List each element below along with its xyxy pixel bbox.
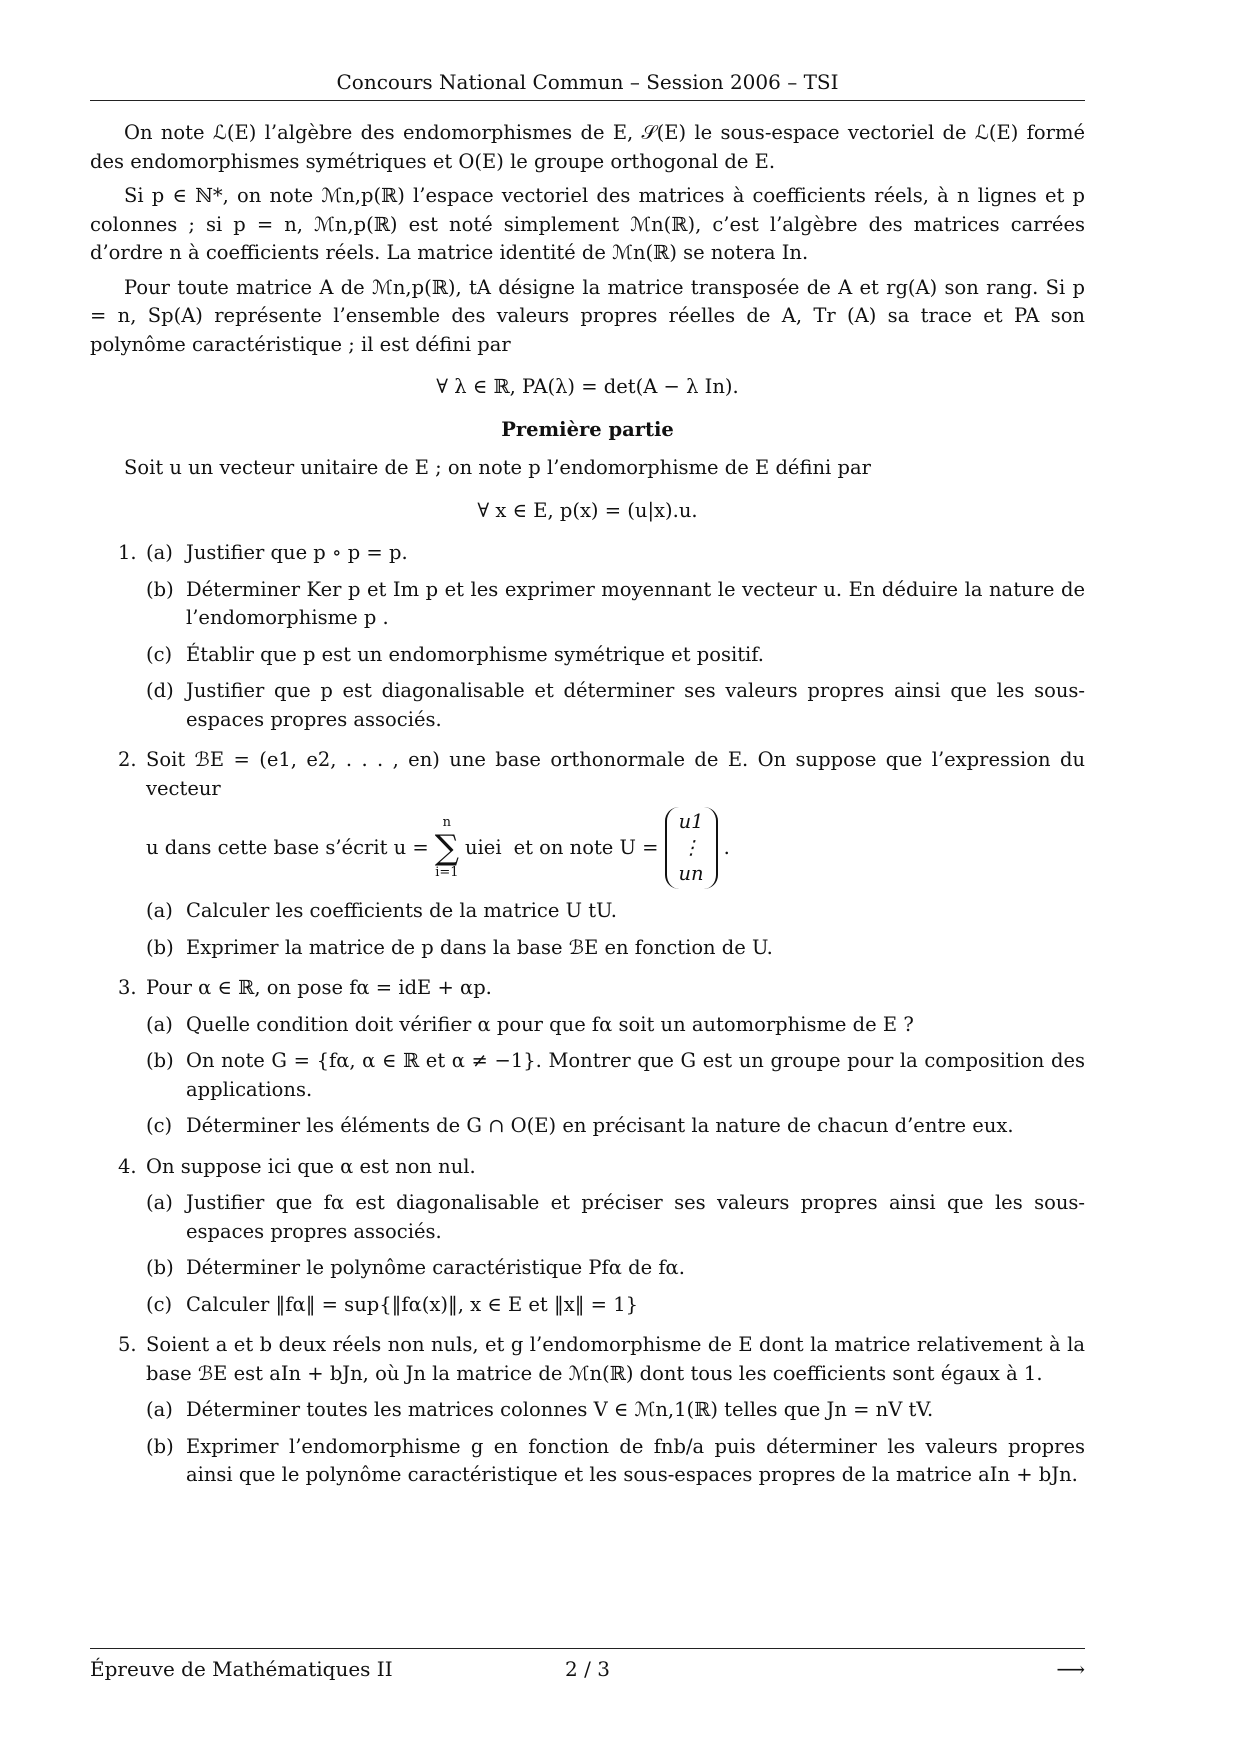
question-text: Soient a et b deux réels non nuls, et g l’endomorphisme de E dont la matrice relativement à la base ℬE est aIn + bJn, où Jn la matrice de ℳn(ℝ) dont tous les coefficients sont égaux à 1. [146, 1333, 1085, 1385]
vector-entry: u1 [678, 810, 704, 833]
summation-lower: i=1 [435, 865, 459, 880]
vector-entry: ⋮ [681, 836, 701, 859]
subquestion-label: (c) [146, 1114, 173, 1137]
subquestion-text: Établir que p est un endomorphisme symétrique et positif. [186, 642, 764, 666]
summation [435, 816, 459, 880]
subquestion-text: Calculer ‖fα‖ = sup{‖fα(x)‖, x ∈ E et ‖x‖ = 1} [186, 1292, 639, 1316]
subquestion-text: Justifier que p ∘ p = p. [186, 541, 408, 564]
column-vector-U [665, 807, 718, 889]
question-text: Soit ℬE = (e1, e2, . . . , en) une base orthonormale de E. On suppose que l’expression du vecteur [146, 748, 1085, 800]
footer-exam-title: Épreuve de Mathématiques II [90, 1657, 393, 1681]
question-2 [90, 746, 1085, 962]
question-number: 4. [118, 1154, 137, 1178]
sigma-symbol: ∑ [434, 828, 459, 868]
subquestion-text: Justifier que fα est diagonalisable et préciser ses valeurs propres ainsi que les sous-espaces propres associés. [186, 1191, 1085, 1243]
subquestion [146, 897, 1085, 926]
vector-entry: un [678, 862, 704, 885]
page-header [90, 70, 1085, 101]
question-text: Pour α ∈ ℝ, on pose fα = idE + αp. [146, 976, 492, 999]
page-body [90, 119, 1085, 1490]
subquestion [146, 934, 1085, 963]
subquestion [146, 1396, 1085, 1425]
page-footer [90, 1648, 1085, 1685]
subquestion-text: Déterminer Ker p et Im p et les exprimer moyennant le vecteur u. En déduire la nature de l’endomorphisme p . [186, 577, 1085, 629]
subquestion-text: Exprimer la matrice de p dans la base ℬE en fonction de U. [186, 935, 773, 959]
subquestion [146, 1189, 1085, 1246]
subquestion-label: (b) [146, 935, 174, 959]
subquestion [146, 1433, 1085, 1490]
subquestion-label: (c) [146, 642, 173, 666]
summation-term: uiei [465, 835, 502, 859]
subquestion-label: (a) [146, 1398, 173, 1421]
section-title: Première partie [501, 417, 674, 441]
subquestion-text: Exprimer l’endomorphisme g en fonction de fnb/a puis déterminer les valeurs propres ainsi que le polynôme caractéristique et les sous-espaces propres de la matrice aIn + bJn. [186, 1434, 1085, 1486]
subquestion-label: (b) [146, 1434, 174, 1458]
subquestion [146, 641, 1085, 670]
page-number: 2 / 3 [565, 1657, 610, 1681]
subquestion-text: Déterminer les éléments de G ∩ O(E) en précisant la nature de chacun d’entre eux. [186, 1114, 1014, 1137]
subquestion-text: Quelle condition doit vérifier α pour que fα soit un automorphisme de E ? [186, 1012, 914, 1036]
subquestion-label: (d) [146, 679, 174, 702]
subquestion [146, 539, 1085, 568]
subquestion [146, 576, 1085, 633]
exam-page [90, 70, 1085, 1681]
vector-expression-end: . [723, 835, 730, 859]
question-3 [90, 974, 1085, 1141]
question-number: 3. [118, 976, 137, 999]
intro-paragraph-3: Pour toute matrice A de ℳn,p(ℝ), tA désigne la matrice transposée de A et rg(A) son rang. Si p = n, Sp(A) représente l’ensemble des valeurs propres réelles de A, Tr (A) sa trace et PA son polynôme caractéristique ; il est défini par [90, 275, 1085, 356]
next-page-arrow-icon: ⟶ [1056, 1657, 1085, 1681]
subquestion-label: (c) [146, 1292, 173, 1316]
subquestion-text: Calculer les coefficients de la matrice U tU. [186, 899, 617, 922]
subquestion-label: (a) [146, 899, 173, 922]
intro-paragraph-2: Si p ∈ ℕ*, on note ℳn,p(ℝ) l’espace vectoriel des matrices à coefficients réels, à n lignes et p colonnes ; si p = n, ℳn,p(ℝ) est noté simplement ℳn(ℝ), c’est l’algèbre des matrices carrées d’ordre n à coefficients réels. La matrice identité de ℳn(ℝ) se notera In. [90, 184, 1085, 264]
subquestion [146, 1291, 1085, 1320]
vector-expression-mid: et on note U = [513, 835, 659, 859]
question-number: 2. [118, 748, 137, 771]
subquestion-label: (b) [146, 577, 174, 601]
subquestion-label: (b) [146, 1256, 174, 1279]
projection-formula: ∀ x ∈ E, p(x) = (u|x).u. [477, 498, 698, 522]
question-4 [90, 1153, 1085, 1320]
vector-expression [146, 807, 1085, 889]
subquestion [146, 1011, 1085, 1040]
subquestion-text: Déterminer le polynôme caractéristique Pfα de fα. [186, 1256, 685, 1279]
header-title: Concours National Commun – Session 2006 – TSI [336, 70, 839, 94]
intro-paragraph-1: On note ℒ(E) l’algèbre des endomorphismes de E, 𝒮(E) le sous-espace vectoriel de ℒ(E) formé des endomorphismes symétriques et O(E) le groupe orthogonal de E. [90, 121, 1085, 173]
subquestion-label: (a) [146, 541, 173, 564]
subquestion [146, 1112, 1085, 1141]
summation-upper: n [442, 815, 452, 830]
subquestion [146, 677, 1085, 734]
vector-expression-start: u dans cette base s’écrit u = [146, 835, 429, 859]
question-5 [90, 1331, 1085, 1490]
question-1 [90, 539, 1085, 734]
subquestion-label: (a) [146, 1012, 173, 1036]
subquestion [146, 1254, 1085, 1283]
subquestion [146, 1047, 1085, 1104]
subquestion-text: Déterminer toutes les matrices colonnes V ∈ ℳn,1(ℝ) telles que Jn = nV tV. [186, 1398, 934, 1421]
subquestion-text: Justifier que p est diagonalisable et déterminer ses valeurs propres ainsi que les sous-espaces propres associés. [186, 679, 1085, 731]
subquestion-text: On note G = {fα, α ∈ ℝ et α ≠ −1}. Montrer que G est un groupe pour la composition des applications. [186, 1049, 1085, 1101]
question-number: 5. [118, 1333, 137, 1356]
part1-lead: Soit u un vecteur unitaire de E ; on note p l’endomorphisme de E défini par [124, 456, 871, 479]
question-number: 1. [118, 541, 137, 564]
characteristic-polynomial-formula: ∀ λ ∈ ℝ, PA(λ) = det(A − λ In). [436, 375, 739, 398]
subquestion-label: (a) [146, 1191, 173, 1214]
question-text: On suppose ici que α est non nul. [146, 1154, 476, 1178]
subquestion-label: (b) [146, 1049, 174, 1072]
